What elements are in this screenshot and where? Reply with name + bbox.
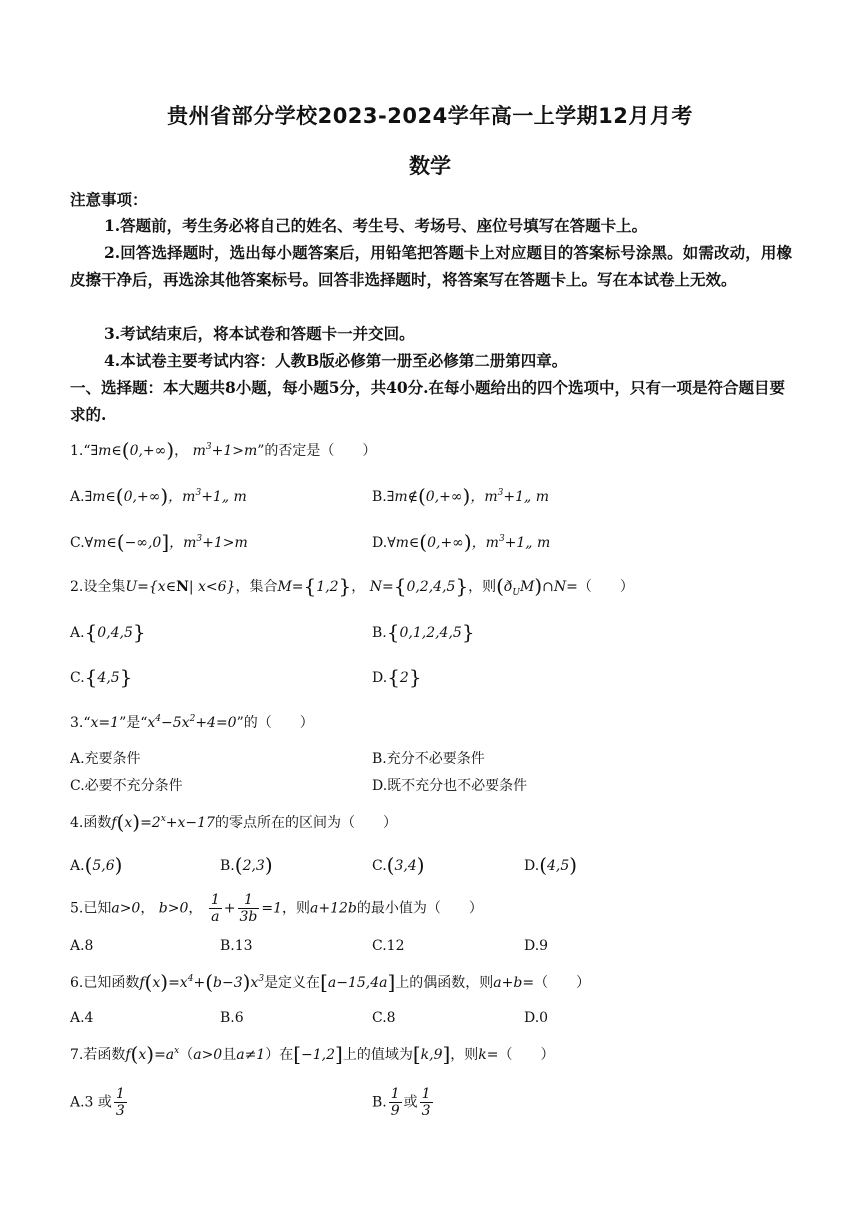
- q3-option-d[interactable]: D.既不充分也不必要条件: [372, 778, 528, 794]
- question-4: 4.函数$f(x)=2^x+x-17$的零点所在的区间为（ ）: [70, 810, 397, 834]
- q5-option-c[interactable]: C.12: [372, 938, 405, 954]
- question-7: 7.若函数$f(x)=a^x(a>0$且a≠1）在[−1,2]上的值域为[k,9]，则k=（ ）: [70, 1042, 555, 1066]
- q3-option-a[interactable]: A.充要条件: [70, 751, 141, 767]
- q7-option-a[interactable]: A.3 或 $\frac{1}{3}$: [70, 1086, 125, 1119]
- note-item-4: 4.本试卷主要考试内容：人教B版必修第一册至必修第二册第四章。: [104, 351, 568, 370]
- notes-heading: 注意事项：: [70, 190, 148, 209]
- q7-option-b[interactable]: B. $\frac{1}{9}$ 或 $\frac{1}{3}$: [372, 1086, 431, 1119]
- q2-option-c[interactable]: C.{4,5}: [70, 665, 133, 689]
- question-2: 2.设全集U={x∈N| x<6}，集合M={1,2}， N={0,2,4,5}，则$(ð_UM)\cap N=$（ ）: [70, 574, 634, 598]
- q4-option-c[interactable]: C.(3,4): [372, 853, 425, 877]
- q6-option-a[interactable]: A.4: [70, 1010, 94, 1026]
- question-5: 5.已知a>0， b>0， $\frac{1}{a}$ + $\frac{1}{3b}$ =1，则a+12b的最小值为（ ）: [70, 892, 483, 925]
- q6-option-b[interactable]: B.6: [220, 1010, 244, 1026]
- q4-option-d[interactable]: D.(4,5): [524, 853, 578, 877]
- q1-option-d[interactable]: D.∀m∈(0,+∞)，$m^3+1„$ m: [372, 530, 551, 554]
- question-3: 3.“x=1”是“$x^4-5x^2+4=0$”的（ ）: [70, 714, 314, 731]
- q3-option-c[interactable]: C.必要不充分条件: [70, 778, 183, 794]
- q1-option-a[interactable]: A.∃m∈(0,+∞)，$m^3+1„$ m: [70, 484, 247, 508]
- note-item-2: 2.回答选择题时，选出每小题答案后，用铅笔把答题卡上对应题目的答案标号涂黑。如需改动，用橡皮擦干净后，再选涂其他答案标号。回答非选择题时，将答案写在答题卡上。写在本试卷上无效。: [70, 243, 792, 289]
- q5-option-b[interactable]: B.13: [220, 938, 253, 954]
- q6-option-d[interactable]: D.0: [524, 1010, 549, 1026]
- q5-option-d[interactable]: D.9: [524, 938, 549, 954]
- q5-option-a[interactable]: A.8: [70, 938, 94, 954]
- q1-option-b[interactable]: B.∃m∉(0,+∞)，$m^3+1„$ m: [372, 484, 549, 508]
- note-item-3: 3.考试结束后，将本试卷和答题卡一并交回。: [104, 324, 415, 343]
- question-1: 1.“∃m∈(0,+∞)， $m^3+1>m$”的否定是（ ）: [70, 438, 377, 462]
- q4-option-a[interactable]: A.(5,6): [70, 853, 123, 877]
- exam-title: 贵州省部分学校2023-2024学年高一上学期12月月考: [167, 104, 693, 128]
- question-6: 6.已知函数$f(x)=x^4+(b-3)x^3$是定义在[a−15,4a]上的偶函数，则a+b=（ ）: [70, 970, 591, 994]
- q2-option-b[interactable]: B.{0,1,2,4,5}: [372, 620, 475, 644]
- q1-option-c[interactable]: C.∀m∈(−∞,0]，$m^3+1>m$: [70, 530, 248, 554]
- q3-option-b[interactable]: B.充分不必要条件: [372, 751, 485, 767]
- q2-option-a[interactable]: A.{0,4,5}: [70, 620, 146, 644]
- note-item-1: 1.答题前，考生务必将自己的姓名、考生号、考场号、座位号填写在答题卡上。: [104, 216, 648, 235]
- section-heading: 一、选择题：本大题共8小题，每小题5分，共40分.在每小题给出的四个选项中，只有一项是符合题目要求的.: [70, 378, 786, 424]
- exam-subject: 数学: [409, 154, 451, 178]
- q4-option-b[interactable]: B.(2,3): [220, 853, 273, 877]
- q2-option-d[interactable]: D.{2}: [372, 665, 422, 689]
- q6-option-c[interactable]: C.8: [372, 1010, 396, 1026]
